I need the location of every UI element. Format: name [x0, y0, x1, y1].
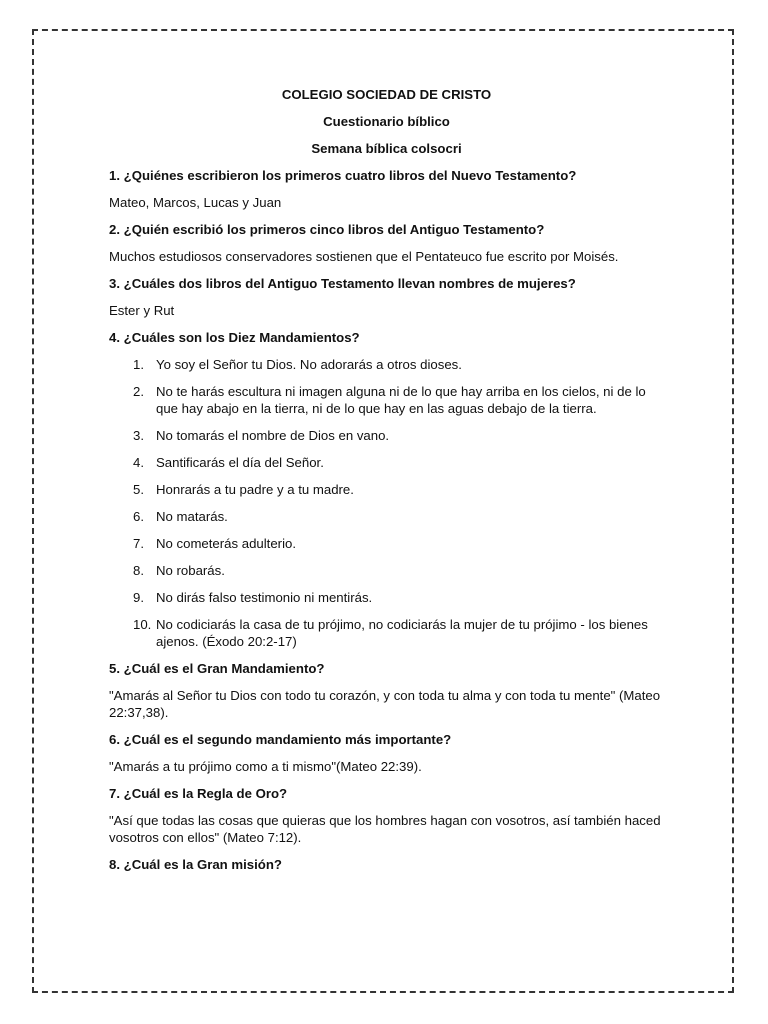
question-4: 4. ¿Cuáles son los Diez Mandamientos? [109, 330, 360, 345]
question-6: 6. ¿Cuál es el segundo mandamiento más importante? [109, 732, 452, 747]
list-item: 9. No dirás falso testimonio ni mentirás. [133, 590, 373, 605]
answer-3: Ester y Rut [109, 303, 175, 318]
question-3: 3. ¿Cuáles dos libros del Antiguo Testamento llevan nombres de mujeres? [109, 276, 576, 291]
document-content [109, 86, 664, 883]
answer-1: Mateo, Marcos, Lucas y Juan [109, 195, 282, 210]
list-item: 6. No matarás. [133, 509, 228, 524]
list-item: 7. No cometerás adulterio. [133, 536, 297, 551]
answer-2: Muchos estudiosos conservadores sostienen que el Pentateuco fue escrito por Moisés. [109, 249, 619, 264]
list-item: 8. No robarás. [133, 563, 225, 578]
list-item: 10. No codiciarás la casa de tu prójimo, no codiciarás la mujer de tu prójimo - los bienes ajenos. (Éxodo 20:2-17) [133, 617, 648, 649]
answer-7: "Así que todas las cosas que quieras que los hombres hagan con vosotros, así también haced vosotros con ellos" (Mateo 7:12). [109, 813, 661, 845]
question-7: 7. ¿Cuál es la Regla de Oro? [109, 786, 288, 801]
list-item: 2. No te harás escultura ni imagen alguna ni de lo que hay arriba en los cielos, ni de lo que hay abajo en la tierra, ni de lo que hay en las aguas debajo de la tierra. [133, 384, 646, 416]
question-8: 8. ¿Cuál es la Gran misión? [109, 857, 282, 872]
list-item: 1. Yo soy el Señor tu Dios. No adorarás a otros dioses. [133, 357, 462, 372]
document-title: Cuestionario bíblico [323, 114, 450, 129]
document-subtitle: Semana bíblica colsocri [311, 141, 462, 156]
question-1: 1. ¿Quiénes escribieron los primeros cuatro libros del Nuevo Testamento? [109, 168, 577, 183]
answer-5: "Amarás al Señor tu Dios con todo tu corazón, y con toda tu alma y con toda tu mente" (Mateo 22:37,38). [109, 688, 661, 720]
question-5: 5. ¿Cuál es el Gran Mandamiento? [109, 661, 325, 676]
question-2: 2. ¿Quién escribió los primeros cinco libros del Antiguo Testamento? [109, 222, 545, 237]
commandments-list [109, 356, 664, 650]
answer-6: "Amarás a tu prójimo como a ti mismo"(Mateo 22:39). [109, 759, 422, 774]
list-item: 5. Honrarás a tu padre y a tu madre. [133, 482, 354, 497]
school-name: COLEGIO SOCIEDAD DE CRISTO [281, 87, 492, 102]
list-item: 4. Santificarás el día del Señor. [133, 455, 324, 470]
list-item: 3. No tomarás el nombre de Dios en vano. [133, 428, 390, 443]
